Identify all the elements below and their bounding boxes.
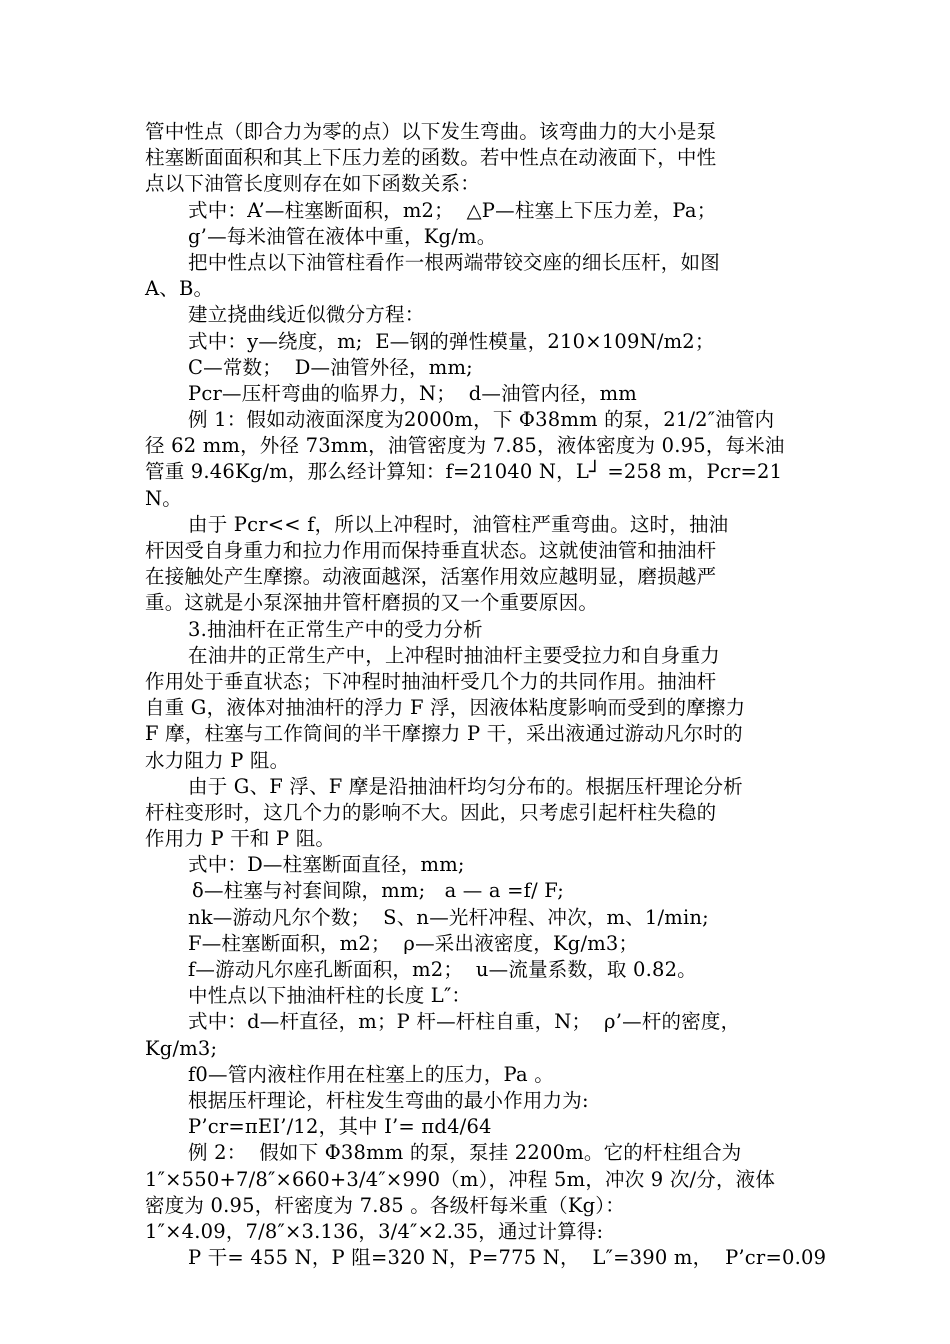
text-line: 重。这就是小泵深抽井管杆磨损的又一个重要原因。 [145, 591, 599, 615]
text-line: 杆因受自身重力和拉力作用而保持垂直状态。这就使油管和抽油杆 [145, 539, 717, 562]
text-line: g’—每米油管在液体中重，Kg/m。 [188, 224, 497, 248]
text-line: 式中：y—绕度，m; E—钢的弹性模量，210×109N/m2； [188, 329, 715, 353]
text-line: F 摩，柱塞与工作筒间的半干摩擦力 P 干，采出液通过游动凡尔时的 [145, 722, 743, 746]
text-line: F—柱塞断面积，m2； ρ—采出液密度，Kg/m3； [188, 931, 639, 955]
text-line: 杆柱变形时，这几个力的影响不大。因此，只考虑引起杆柱失稳的 [145, 800, 717, 824]
text-line: N。 [145, 486, 182, 510]
text-line: Pcr—压杆弯曲的临界力，N； d—油管内径，mm [188, 381, 637, 405]
text-line: 1″×4.09，7/8″×3.136，3/4″×2.35，通过计算得: [145, 1219, 604, 1243]
text-line: 建立挠曲线近似微分方程： [188, 303, 425, 327]
text-line: C—常数； D—油管外径，mm; [188, 355, 473, 379]
text-line: 例 1：假如动液面深度为2000m，下 Φ38mm 的泵，21/2″油管内 [188, 408, 775, 432]
text-line: 式中：D—柱塞断面直径，mm; [188, 853, 465, 877]
text-line: 管重 9.46Kg/m，那么经计算知：f=21040 N，L┘ =258 m，Pcr=21 [145, 460, 783, 484]
text-line: 由于 G、F 浮、F 摩是沿抽油杆均匀分布的。根据压杆理论分析 [188, 774, 743, 798]
text-line: 在油井的正常生产中，上冲程时抽油杆主要受拉力和自身重力 [188, 643, 720, 667]
text-line: P 干= 455 N，P 阻=320 N，P=775 N， L″=390 m， P’cr=0.09 [188, 1246, 827, 1270]
text-line: 式中：A’—柱塞断面积，m2； △P—柱塞上下压力差，Pa； [188, 198, 717, 222]
text-line: 式中：d—杆直径，m；P 杆—杆柱自重，N； ρ’—杆的密度， [188, 1010, 741, 1034]
text-line: f0—管内液柱作用在柱塞上的压力，Pa 。 [188, 1062, 554, 1086]
text-line: 点以下油管长度则存在如下函数关系： [145, 172, 480, 196]
document-body [145, 119, 827, 1271]
text-line: f—游动凡尔座孔断面积，m2； u—流量系数，取 0.82。 [188, 958, 697, 981]
text-line: 自重 G，液体对抽油杆的浮力 F 浮，因液体粘度影响而受到的摩擦力 [145, 696, 746, 720]
text-line: 管中性点（即合力为零的点）以下发生弯曲。该弯曲力的大小是泵 [145, 120, 717, 143]
text-line: 中性点以下抽油杆柱的长度 L″： [188, 984, 472, 1008]
text-line: 径 62 mm，外径 73mm，油管密度为 7.85，液体密度为 0.95，每米油 [145, 434, 785, 458]
text-line: δ—柱塞与衬套间隙，mm; a — a =f/ F; [192, 879, 565, 903]
text-line: 密度为 0.95，杆密度为 7.85 。各级杆每米重（Kg）： [145, 1193, 625, 1217]
text-line: 作用力 P 干和 P 阻。 [145, 827, 336, 851]
text-line: 3.抽油杆在正常生产中的受力分析 [188, 617, 483, 641]
text-line: 1″×550+7/8″×660+3/4″×990（m），冲程 5m，冲次 9 次/分，液体 [145, 1167, 776, 1191]
text-line: 水力阻力 P 阻。 [145, 748, 290, 772]
text-line: 把中性点以下油管柱看作一根两端带铰交座的细长压杆，如图 [188, 250, 720, 274]
text-line: 根据压杆理论，杆柱发生弯曲的最小作用力为: [188, 1088, 589, 1112]
text-line: P’cr=πEI’/12，其中 I’= πd4/64 [188, 1115, 492, 1139]
text-line: A、B。 [145, 277, 214, 301]
text-line: 由于 Pcr<< f，所以上冲程时，油管柱严重弯曲。这时，抽油 [188, 512, 729, 536]
text-line: 在接触处产生摩擦。动液面越深，活塞作用效应越明显，磨损越严 [145, 565, 717, 589]
text-line: 作用处于垂直状态；下冲程时抽油杆受几个力的共同作用。抽油杆 [145, 669, 717, 693]
text-line: Kg/m3; [145, 1036, 218, 1060]
text-line: 柱塞断面面积和其上下压力差的函数。若中性点在动液面下，中性 [145, 146, 717, 170]
text-line: nk—游动凡尔个数； S、n—光杆冲程、冲次，m、1/min; [188, 905, 709, 929]
text-line: 例 2： 假如下 Φ38mm 的泵，泵挂 2200m。它的杆柱组合为 [188, 1141, 742, 1165]
